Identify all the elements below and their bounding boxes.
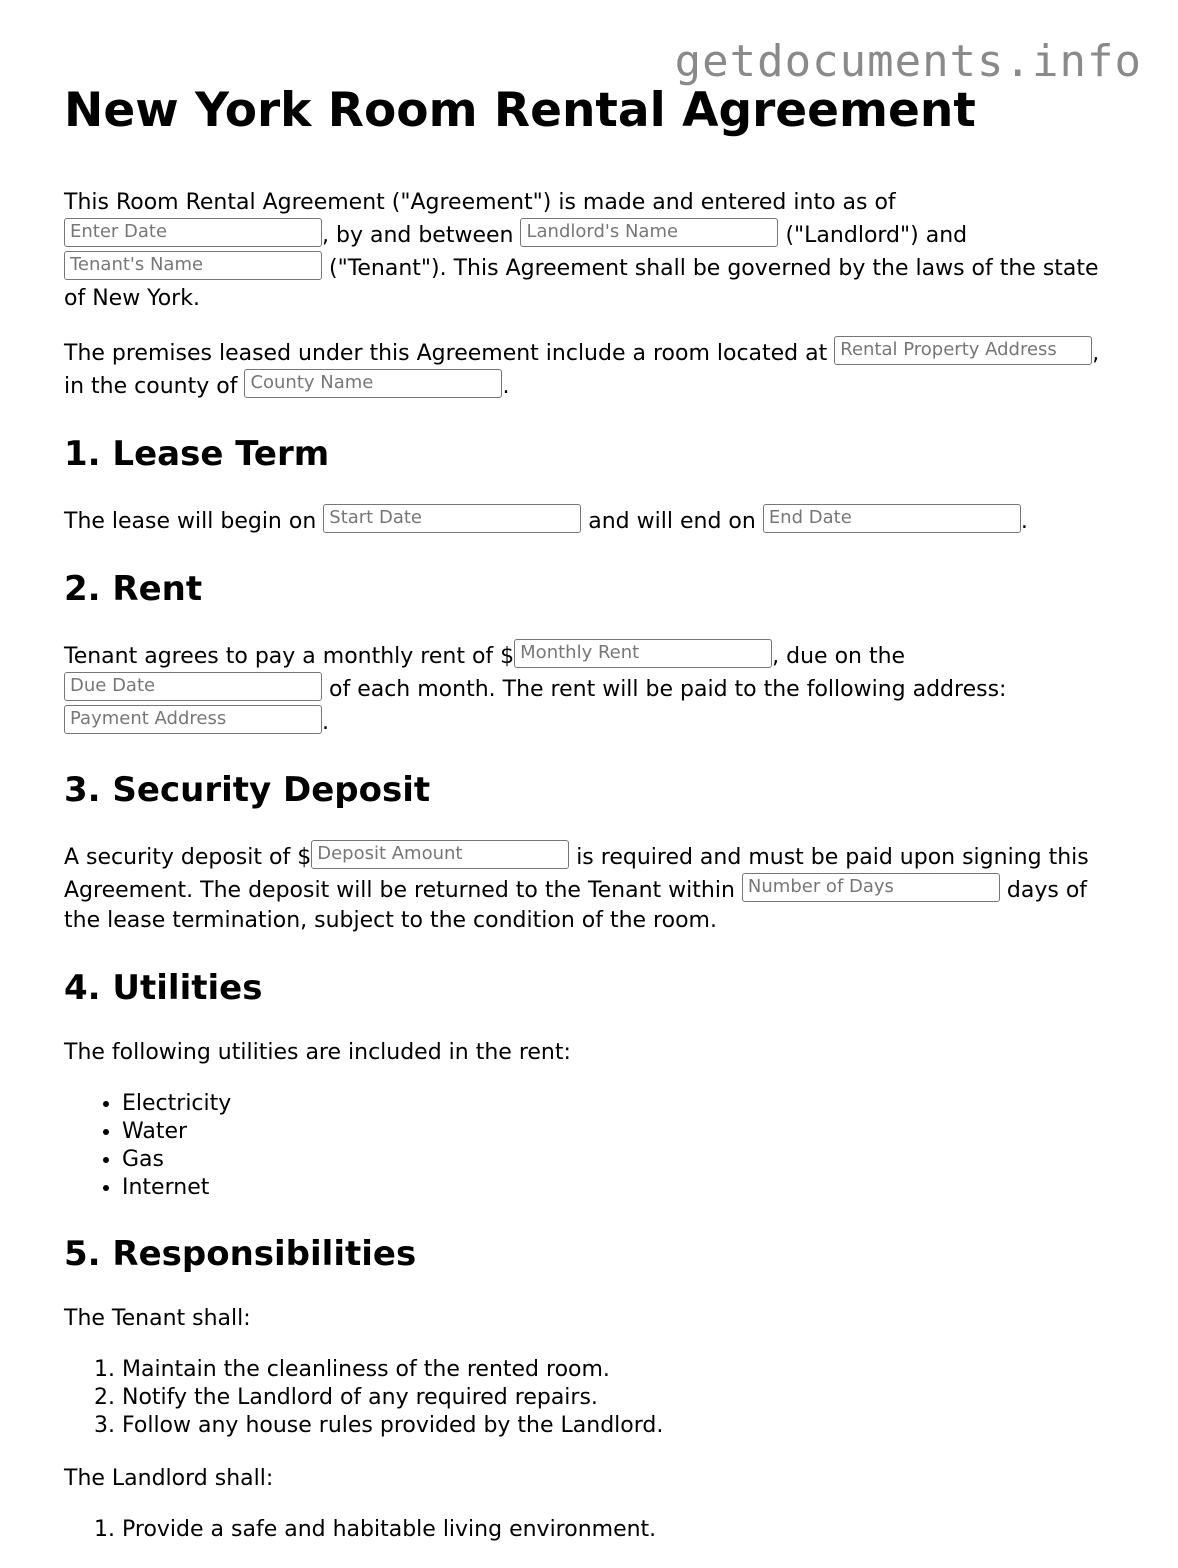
intro-paragraph — [64, 188, 1124, 314]
list-item: 2. Notify the Landlord of any required repairs. — [122, 1384, 1124, 1412]
responsibilities-heading: 5. Responsibilities — [64, 1234, 417, 1274]
rent-paragraph — [64, 639, 1124, 738]
lease-term-heading: 1. Lease Term — [64, 434, 330, 474]
intro-text-2: , by and between — [322, 223, 521, 248]
list-item: • Water — [122, 1118, 1124, 1146]
intro-text-4: ("Tenant"). This Agreement shall be governed by the laws of the state of New York. — [64, 256, 1099, 311]
rent-text-2: , due on the — [772, 644, 906, 669]
utilities-intro: The following utilities are included in the rent: — [64, 1040, 571, 1065]
list-item: 3. Follow any house rules provided by the Landlord. — [122, 1412, 1124, 1440]
tenant-duties-intro: The Tenant shall: — [64, 1306, 251, 1331]
rent-text-4: . — [322, 710, 329, 735]
list-item: • Gas — [122, 1146, 1124, 1174]
lease-text-3: . — [1020, 509, 1028, 534]
page-title: New York Room Rental Agreement — [64, 83, 976, 138]
tenant-duties-list — [64, 1356, 1124, 1440]
premises-paragraph — [64, 336, 1124, 402]
deposit-text-1: A security deposit of $ — [64, 845, 312, 870]
watermark: getdocuments.info — [674, 36, 1142, 87]
rental-address-field[interactable]: Rental Property Address — [834, 336, 1092, 365]
monthly-rent-field[interactable]: Monthly Rent — [514, 639, 772, 668]
landlord-duties-list — [64, 1516, 1124, 1544]
rent-heading: 2. Rent — [64, 569, 203, 609]
start-date-field[interactable]: Start Date — [323, 504, 581, 533]
document-page — [64, 78, 1124, 1568]
premises-text-3: . — [502, 374, 510, 399]
due-date-field[interactable]: Due Date — [64, 672, 322, 701]
deposit-text-3: days of the lease termination, subject to the condition of the room. — [64, 878, 1088, 933]
security-deposit-heading: 3. Security Deposit — [64, 770, 431, 810]
premises-text-1: The premises leased under this Agreement include a room located at — [64, 341, 835, 366]
lease-term-paragraph — [64, 504, 1124, 537]
intro-text-3: ("Landlord") and — [778, 223, 968, 248]
landlord-name-field[interactable]: Landlord's Name — [520, 218, 778, 247]
intro-text-1: This Room Rental Agreement ("Agreement") is made and entered into as of — [64, 190, 896, 215]
agreement-date-field[interactable]: Enter Date — [64, 218, 322, 247]
list-item: • Internet — [122, 1174, 1124, 1202]
utilities-list — [64, 1090, 1124, 1202]
utilities-heading: 4. Utilities — [64, 968, 263, 1008]
payment-address-field[interactable]: Payment Address — [64, 705, 322, 734]
lease-text-1: The lease will begin on — [64, 509, 324, 534]
deposit-text-2: is required and must be paid upon signing this Agreement. The deposit will be returned to the Tenant within — [64, 845, 1089, 903]
premises-text-2: , in the county of — [64, 341, 1100, 399]
number-of-days-field[interactable]: Number of Days — [742, 873, 1000, 902]
county-name-field[interactable]: County Name — [244, 369, 502, 398]
list-item: 1. Provide a safe and habitable living environment. — [122, 1516, 1124, 1544]
deposit-amount-field[interactable]: Deposit Amount — [311, 840, 569, 869]
lease-text-2: and will end on — [581, 509, 763, 534]
tenant-name-field[interactable]: Tenant's Name — [64, 251, 322, 280]
rent-text-1: Tenant agrees to pay a monthly rent of $ — [64, 644, 515, 669]
rent-text-3: of each month. The rent will be paid to the following address: — [322, 677, 1007, 702]
landlord-duties-intro: The Landlord shall: — [64, 1466, 274, 1491]
list-item: 1. Maintain the cleanliness of the rented room. — [122, 1356, 1124, 1384]
list-item: • Electricity — [122, 1090, 1124, 1118]
deposit-paragraph — [64, 840, 1124, 936]
end-date-field[interactable]: End Date — [763, 504, 1021, 533]
